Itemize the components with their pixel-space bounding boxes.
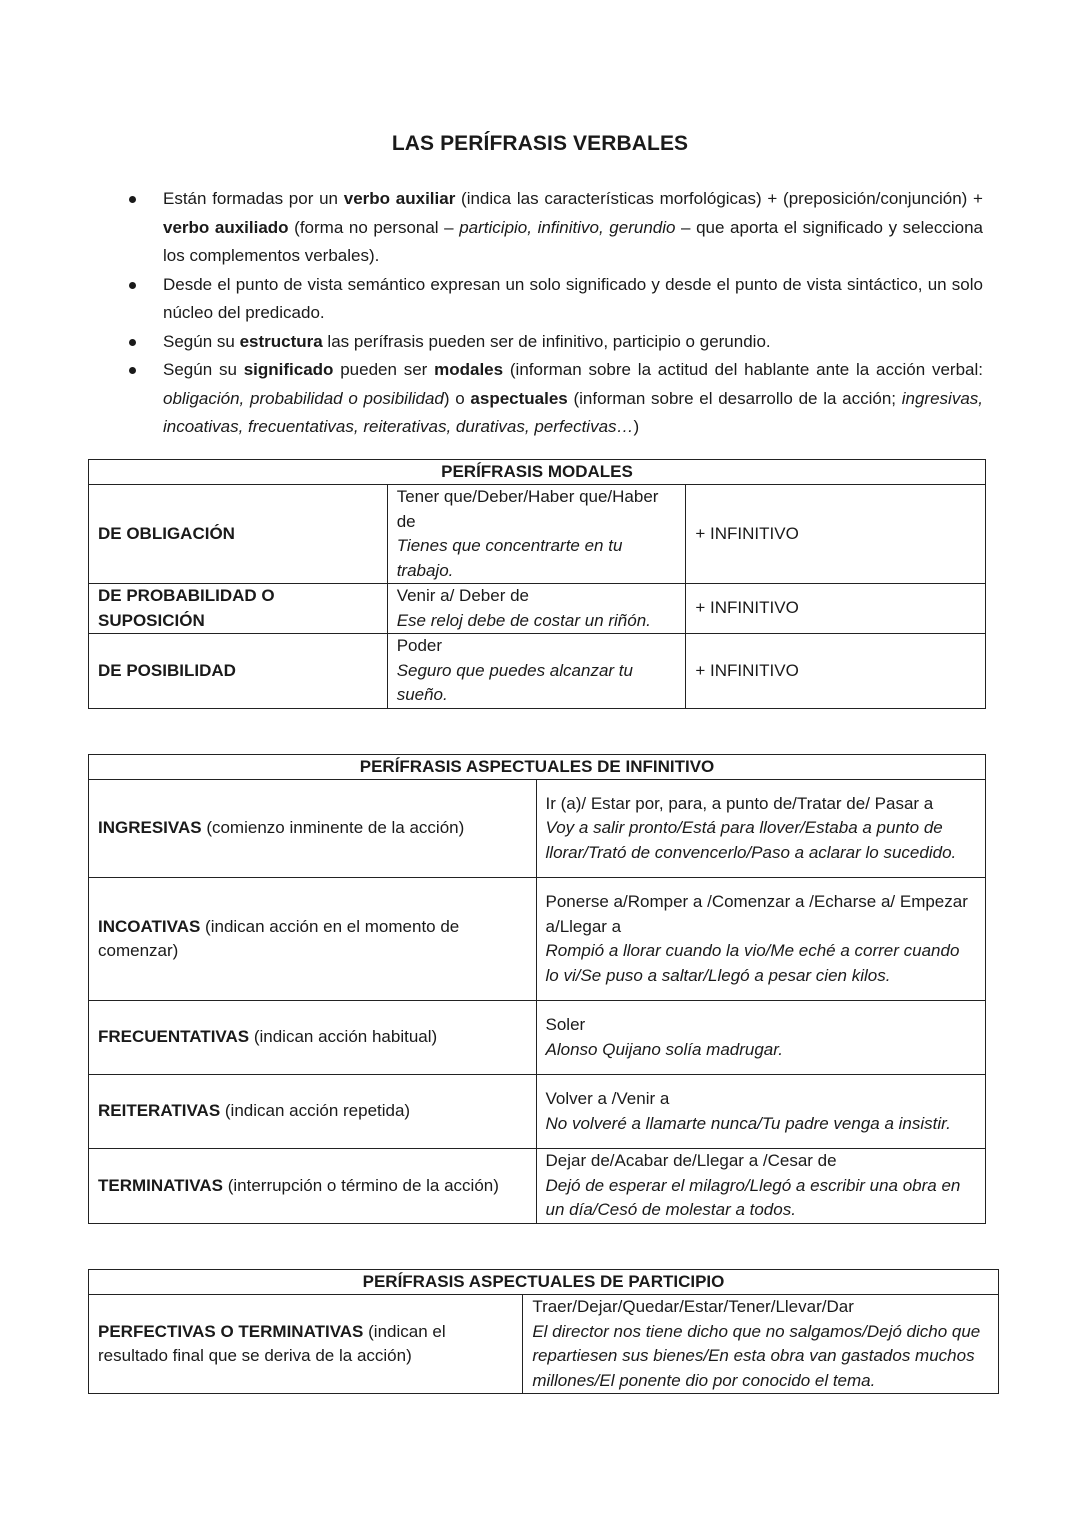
- example-text: Rompió a llorar cuando la vio/Me eché a correr cuando lo vi/Se puso a saltar/Llegó a pesar cien kilos.: [545, 941, 960, 985]
- bold-text-run: verbo auxiliar: [343, 189, 456, 208]
- verbs-text: Venir a/ Deber de: [396, 586, 529, 605]
- italic-text-run: participio, infinitivo, gerundio: [459, 217, 676, 237]
- italic-text-run: obligación, probabilidad o posibilidad: [163, 388, 444, 408]
- example-text: Dejó de esperar el milagro/Llegó a escribir una obra en un día/Cesó de molestar a todos.: [545, 1175, 961, 1219]
- type-label: TERMINATIVAS: [98, 1175, 223, 1195]
- bullet-item: [125, 185, 983, 271]
- table-row: [89, 780, 986, 878]
- type-description: (indican acción repetida): [220, 1101, 411, 1121]
- bullet-item: [125, 356, 983, 442]
- table-row: [89, 485, 986, 584]
- verbs-text: Ponerse a/Romper a /Comenzar a /Echarse a/ Empezar a/Llegar a: [545, 892, 968, 936]
- bold-text-run: significado: [243, 360, 334, 379]
- text-run: Según su: [163, 360, 244, 379]
- bullet-icon: [129, 339, 136, 346]
- table-row: [89, 1075, 986, 1149]
- text-run: las perífrasis pueden ser de infinitivo, participio o gerundio.: [322, 331, 771, 351]
- verbs-cell: [387, 634, 686, 709]
- bold-text-run: verbo auxiliado: [163, 217, 289, 237]
- type-description: (indican acción en el momento de comenzar): [98, 916, 460, 960]
- text-run: (informan sobre la actitud del hablante ante la acción verbal:: [503, 360, 983, 379]
- text-run: Están formadas por un: [163, 189, 344, 208]
- verbs-cell: [387, 584, 686, 634]
- bullet-text: [163, 332, 771, 351]
- table-row: [89, 634, 986, 709]
- bullet-icon: [129, 282, 136, 289]
- text-run: (informan sobre el desarrollo de la acción;: [567, 388, 902, 408]
- bullet-item: [125, 271, 983, 328]
- type-cell: [89, 780, 537, 878]
- modal-periphrases-table: [88, 459, 986, 709]
- type-label: INCOATIVAS: [98, 916, 201, 936]
- example-text: Alonso Quijano solía madrugar.: [545, 1039, 784, 1059]
- type-cell: DE PROBABILIDAD O SUPOSICIÓN: [89, 584, 388, 634]
- example-text: Tienes que concentrarte en tu trabajo.: [396, 536, 623, 580]
- table-row: [89, 878, 986, 1001]
- verbs-text: Traer/Dejar/Quedar/Estar/Tener/Llevar/Dar: [532, 1297, 854, 1316]
- intro-bullet-list: [125, 185, 983, 442]
- text-run: (forma no personal –: [288, 217, 460, 237]
- example-text: No volveré a llamarte nunca/Tu padre venga a insistir.: [545, 1113, 951, 1133]
- bullet-item: [125, 328, 983, 357]
- verbs-text: Dejar de/Acabar de/Llegar a /Cesar de: [545, 1151, 837, 1170]
- text-run: pueden ser: [333, 360, 435, 379]
- type-cell: [89, 1295, 523, 1394]
- table-row: [89, 1001, 986, 1075]
- bullet-icon: [129, 196, 136, 203]
- type-label: REITERATIVAS: [98, 1101, 221, 1121]
- type-label: PERFECTIVAS O TERMINATIVAS: [98, 1321, 364, 1341]
- type-label: INGRESIVAS: [98, 818, 202, 838]
- type-cell: [89, 1149, 537, 1224]
- type-cell: [89, 878, 537, 1001]
- bullet-text: [163, 360, 983, 436]
- example-text: El director nos tiene dicho que no salgamos/Dejó dicho que repartiesen sus bienes/En esta obra van gastados muchos millones/El ponente dio por conocido el tema.: [532, 1321, 981, 1390]
- type-description: (indican acción habitual): [249, 1027, 438, 1047]
- type-description: (comienzo inminente de la acción): [201, 818, 465, 838]
- italic-text-run: ingresivas, incoativas, frecuentativas, reiterativas, durativas, perfectivas…: [163, 388, 983, 436]
- text-run: Según su: [163, 331, 240, 351]
- aspectual-infinitive-table: [88, 754, 986, 1224]
- bold-text-run: modales: [434, 360, 504, 379]
- aspectual-participle-table: [88, 1269, 999, 1394]
- text-run: ): [633, 417, 640, 436]
- example-text: Seguro que puedes alcanzar tu sueño.: [396, 660, 633, 704]
- verbs-cell: [523, 1295, 999, 1394]
- table-header: PERÍFRASIS ASPECTUALES DE INFINITIVO: [89, 755, 986, 780]
- table-row: [89, 1149, 986, 1224]
- verbs-cell: [536, 1075, 985, 1149]
- type-description: (indican el resultado final que se deriva de la acción): [98, 1321, 446, 1365]
- verbs-cell: [536, 1001, 985, 1075]
- table-header: PERÍFRASIS ASPECTUALES DE PARTICIPIO: [89, 1270, 999, 1295]
- table-header: PERÍFRASIS MODALES: [89, 460, 986, 485]
- text-run: (indica las características morfológicas) + (preposición/conjunción) +: [455, 189, 983, 208]
- example-text: Ese reloj debe de costar un riñón.: [396, 610, 651, 630]
- verbs-cell: [536, 878, 985, 1001]
- type-cell: [89, 1001, 537, 1075]
- verbs-text: Volver a /Venir a: [545, 1089, 670, 1108]
- verbs-cell: [536, 1149, 985, 1224]
- bold-text-run: aspectuales: [470, 388, 568, 408]
- type-cell: DE OBLIGACIÓN: [89, 485, 388, 584]
- type-label: FRECUENTATIVAS: [98, 1027, 250, 1047]
- verbs-text: Ir (a)/ Estar por, para, a punto de/Tratar de/ Pasar a: [545, 793, 934, 813]
- bullet-icon: [129, 367, 136, 374]
- example-text: Voy a salir pronto/Está para llover/Estaba a punto de llorar/Trató de convencerlo/Paso a aclarar lo sucedido.: [545, 818, 957, 862]
- text-run: Desde el punto de vista semántico expresan un solo significado y desde el punto de vista sintáctico, un solo núcleo del predicado.: [163, 274, 983, 322]
- table-row: [89, 584, 986, 634]
- bullet-text: [163, 275, 983, 323]
- table-row: [89, 1295, 999, 1394]
- bullet-text: [163, 189, 983, 265]
- form-cell: + INFINITIVO: [686, 634, 986, 709]
- verbs-cell: [387, 485, 686, 584]
- verbs-text: Tener que/Deber/Haber que/Haber de: [396, 487, 659, 531]
- verbs-text: Poder: [396, 636, 443, 655]
- text-run: ) o: [443, 388, 471, 408]
- type-cell: [89, 1075, 537, 1149]
- type-description: (interrupción o término de la acción): [222, 1175, 499, 1195]
- verbs-cell: [536, 780, 985, 878]
- page-title: LAS PERÍFRASIS VERBALES: [391, 132, 689, 155]
- form-cell: + INFINITIVO: [686, 485, 986, 584]
- text-run: – que aporta el significado y selecciona los complementos verbales).: [163, 217, 984, 265]
- type-cell: DE POSIBILIDAD: [89, 634, 388, 709]
- verbs-text: Soler: [545, 1015, 586, 1034]
- bold-text-run: estructura: [239, 331, 323, 351]
- form-cell: + INFINITIVO: [686, 584, 986, 634]
